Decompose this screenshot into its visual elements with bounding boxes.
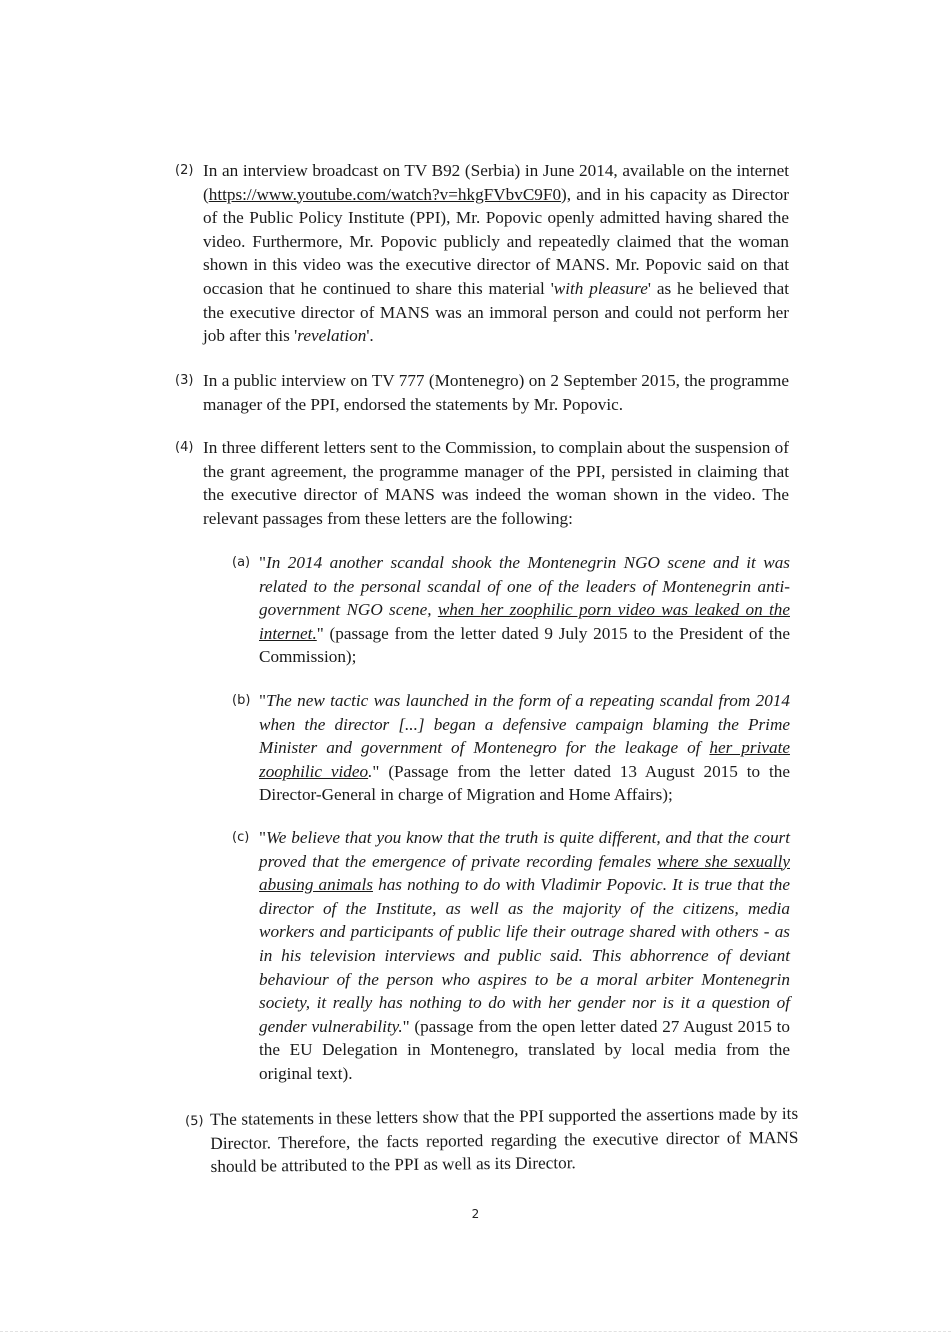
subparagraph-a-quote: In 2014 another scandal shook the Montenegrin NGO scene and it was related to the personal scandal of one of the leaders of Montenegrin anti-government NGO scene,	[259, 553, 790, 620]
subparagraph-number-a: (a)	[232, 555, 251, 570]
subparagraph-c	[259, 826, 790, 1086]
scan-bottom-edge	[0, 1331, 951, 1332]
subparagraph-b-source: " (Passage from the letter dated 13 August 2015 to the Director-General in charge of Migration and Home Affairs);	[259, 761, 790, 805]
subparagraph-b-quote: The new tactic was launched in the form of a repeating scandal from 2014 when the director [...] began a defensive campaign blaming the Prime Minister and government of Montenegro for the leakage of	[259, 691, 790, 758]
paragraph-number-2: (2)	[175, 163, 194, 178]
subparagraph-a-open-quote: "	[259, 553, 267, 572]
paragraph-2-italic-2: revelation	[297, 326, 367, 346]
page-number: 2	[471, 1207, 480, 1221]
subparagraph-b-quote-end: .	[368, 761, 373, 781]
paragraph-2-text-1: In an interview broadcast on TV B92 (Serbia) in June 2014, available on the internet (	[203, 161, 789, 204]
subparagraph-a-source: " (passage from the letter dated 9 July 2015 to the President of the Commission);	[259, 623, 790, 667]
paragraph-number-3: (3)	[175, 373, 194, 388]
youtube-link[interactable]: https://www.youtube.com/watch?v=hkgFVbvC9F0	[208, 184, 562, 204]
subparagraph-number-c: (c)	[232, 830, 250, 845]
subparagraph-c-quote: We believe that you know that the truth is quite different, and that the court proved that the emergence of private recording females	[259, 828, 790, 871]
subparagraph-c-open-quote: "	[259, 828, 267, 847]
paragraph-number-4: (4)	[175, 440, 194, 455]
subparagraph-b-open-quote: "	[259, 691, 267, 710]
subparagraph-c-quote-cont: has nothing to do with Vladimir Popovic. It is true that the director of the Institute, as well as the majority of the citizens, media workers and participants of public life their outrage shared with others - as in his television interviews and public said. This abhorrence of deviant behaviour of the person who aspires to be a moral arbiter Montenegrin society, it really has nothing to do with her gender nor is it a question of gender vulnerability.	[259, 875, 790, 1036]
paragraph-2-italic-1: with pleasure	[553, 278, 648, 298]
paragraph-2	[203, 159, 789, 348]
paragraph-2-text-2: ), and in his capacity as Director of the Public Policy Institute (PPI), Mr. Popovic openly admitted having shared the video. Furthermore, Mr. Popovic publicly and repeatedly claimed that the woman shown in this video was the executive director of MANS. Mr. Popovic said on that occasion that he continued to share this material '	[203, 184, 789, 298]
subparagraph-a-underlined-quote: when her zoophilic porn video was leaked on the internet.	[259, 600, 790, 643]
paragraph-5: The statements in these letters show that the PPI supported the assertions made by its Director. Therefore, the facts reported regarding the executive director of MANS should be attributed to the PPI as well as its Director.	[210, 1103, 799, 1177]
paragraph-2-text-3: ' as he believed that the executive director of MANS was an immoral person and could not perform her job after this '	[203, 278, 789, 346]
subparagraph-c-source: " (passage from the open letter dated 27 August 2015 to the EU Delegation in Montenegro, translated by local media from the original text).	[259, 1016, 790, 1083]
paragraph-number-5: (5)	[185, 1113, 204, 1129]
subparagraph-c-underlined-quote: where she sexually abusing animals	[259, 851, 790, 895]
paragraph-4: In three different letters sent to the Commission, to complain about the suspension of the grant agreement, the programme manager of the PPI, persisted in claiming that the executive director of MANS was indeed the woman shown in the video. The relevant passages from these letters are the following:	[203, 438, 789, 528]
subparagraph-a	[259, 551, 790, 669]
paragraph-3: In a public interview on TV 777 (Montenegro) on 2 September 2015, the programme manager of the PPI, endorsed the statements by Mr. Popovic.	[203, 371, 789, 414]
subparagraph-number-b: (b)	[232, 693, 251, 708]
paragraph-2-text-4: '.	[366, 326, 374, 346]
subparagraph-b-underlined-quote: her private zoophilic video	[259, 738, 790, 781]
subparagraph-b	[259, 689, 790, 807]
